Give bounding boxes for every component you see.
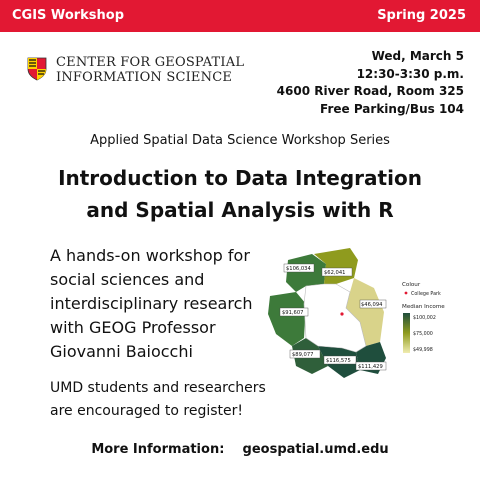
website-link[interactable]: geospatial.umd.edu [242,442,389,457]
map-label-1: $106,034 [286,266,311,272]
map-label-3: $46,094 [361,302,383,308]
umd-shield-logo [27,57,47,81]
workshop-description: A hands-on workshop for social sciences and interdisciplinary research with GEOG Professor Giovanni Baiocchi [50,246,253,361]
median-income-map [262,242,472,392]
legend-colour-item: College Park [411,292,441,297]
event-date: Wed, March 5 [371,49,464,63]
registration-note: UMD students and researchers are encouraged to register! [50,380,266,419]
college-park-point [340,312,343,315]
legend-colour-title: Colour [402,282,421,288]
legend-tick-low: $49,998 [413,348,433,353]
event-details [277,48,464,118]
legend-tick-mid: $75,000 [413,332,433,337]
income-color-bar [403,313,410,353]
map-label-6: $116,575 [326,358,351,364]
map-label-4: $91,607 [282,310,304,316]
workshop-title: Introduction to Data Integration and Spatial Analysis with R [58,166,422,222]
map-label-2: $62,041 [324,270,346,276]
event-parking: Free Parking/Bus 104 [320,101,464,116]
legend-tick-high: $100,002 [413,316,436,321]
region-west [268,292,306,346]
series-name: Applied Spatial Data Science Workshop Series [90,133,390,148]
organization-name: CENTER FOR GEOSPATIAL INFORMATION SCIENCE [56,55,245,85]
legend-income-title: Median Income [402,304,445,310]
semester: Spring 2025 [377,8,466,23]
map-label-5: $89,077 [292,352,314,358]
top-banner [0,0,480,32]
map-label-7: $111,429 [358,364,383,370]
event-location: 4600 River Road, Room 325 [276,84,464,98]
event-type: CGIS Workshop [12,8,125,23]
more-information [0,442,480,457]
map-legend [402,282,445,353]
event-time: 12:30-3:30 p.m. [356,66,464,81]
more-info-label: More Information: [91,442,225,457]
